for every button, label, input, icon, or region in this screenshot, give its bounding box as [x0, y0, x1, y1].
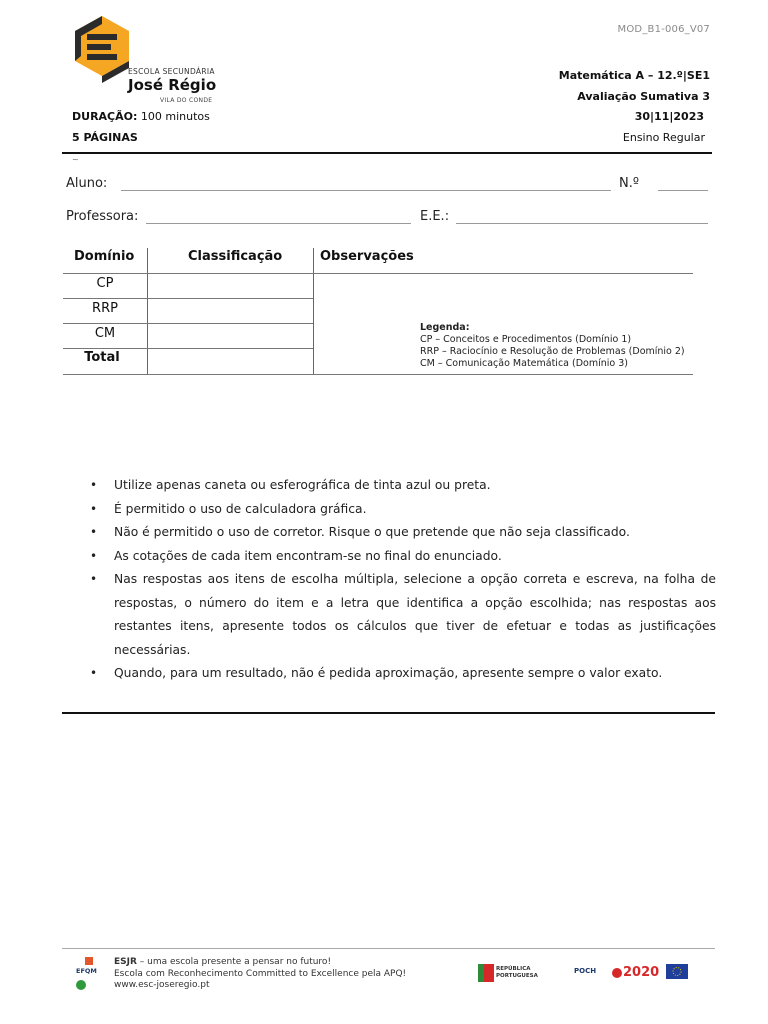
header-domain: Domínio — [74, 249, 135, 264]
professora-label: Professora: — [66, 209, 139, 224]
portugal2020-icon — [611, 966, 623, 980]
bullet-icon: • — [90, 666, 98, 680]
document-code: MOD_B1-006_V07 — [617, 24, 710, 35]
domain-cm: CM — [94, 326, 116, 341]
table-bottom-line — [63, 374, 693, 375]
instruction-text: É permitido o uso de calculadora gráfica. — [114, 501, 367, 516]
bullet-icon: • — [90, 572, 98, 586]
header-divider — [62, 152, 712, 154]
header-classification: Classificação — [188, 249, 283, 264]
header-observations: Observações — [320, 249, 414, 264]
list-item — [90, 474, 716, 498]
domain-rrp: RRP — [92, 301, 118, 316]
bullet-icon: • — [90, 548, 98, 563]
legend-item: RRP – Raciocínio e Resolução de Problemas (Domínio 2) — [420, 346, 685, 357]
section-divider — [62, 712, 715, 714]
bullet-icon: • — [90, 478, 98, 492]
bullet-icon: • — [90, 501, 98, 516]
instruction-text: As cotações de cada item encontram-se no final do enunciado. — [114, 548, 502, 563]
footer-slogan: – uma escola presente a pensar no futuro! — [136, 957, 332, 967]
list-item — [90, 521, 716, 545]
numero-field[interactable] — [658, 190, 708, 191]
legend — [420, 322, 685, 370]
eu-flag-icon — [666, 964, 688, 979]
tiny-mark: ~ — [72, 155, 79, 164]
school-name-line3: VILA DO CONDE — [160, 97, 213, 104]
page-count: 5 PÁGINAS — [72, 131, 138, 144]
list-item — [90, 498, 716, 522]
list-item — [90, 568, 716, 662]
classification-rrp-cell[interactable] — [148, 299, 313, 323]
ee-label: E.E.: — [420, 209, 450, 224]
ee-field[interactable] — [456, 223, 708, 224]
duration-value: 100 minutos — [140, 110, 210, 123]
list-item — [90, 545, 716, 569]
instruction-text: Não é permitido o uso de corretor. Risque o que pretende que não seja classificado. — [114, 525, 630, 539]
aluno-field[interactable] — [121, 190, 611, 191]
footer-website-link[interactable]: www.esc-joseregio.pt — [114, 980, 210, 990]
legend-title: Legenda: — [420, 322, 470, 333]
classification-cm-cell[interactable] — [148, 324, 313, 348]
exam-date: 30|11|2023 — [634, 110, 704, 123]
footer-esjr: ESJR — [114, 957, 137, 967]
regime: Ensino Regular — [622, 131, 705, 144]
subject: Matemática A – 12.º|SE1 — [558, 69, 710, 82]
instruction-text: Utilize apenas caneta ou esferográfica de tinta azul ou preta. — [114, 478, 491, 492]
domain-cp: CP — [96, 276, 114, 291]
footer-text — [114, 957, 406, 992]
portugal2020-label: 2020 — [623, 965, 660, 980]
numero-label: N.º — [619, 176, 639, 191]
aluno-label: Aluno: — [66, 176, 108, 191]
duration — [72, 110, 210, 123]
school-name-line2: José Régio — [128, 76, 217, 94]
bullet-icon: • — [90, 525, 98, 539]
legend-item: CM – Comunicação Matemática (Domínio 3) — [420, 358, 628, 369]
legend-item: CP – Conceitos e Procedimentos (Domínio 1) — [420, 334, 632, 345]
efqm-label: EFQM — [76, 967, 97, 975]
evaluation-title: Avaliação Sumativa 3 — [577, 90, 710, 103]
instruction-text: Quando, para um resultado, não é pedida aproximação, apresente sempre o valor exato. — [114, 666, 663, 680]
school-name-line1: ESCOLA SECUNDÁRIA — [128, 67, 215, 76]
footer-divider — [62, 948, 715, 949]
professora-field[interactable] — [146, 223, 411, 224]
duration-label: DURAÇÃO: — [72, 110, 138, 123]
funding-badges — [478, 962, 718, 984]
list-item — [90, 662, 716, 686]
domain-total: Total — [84, 350, 120, 365]
table-vline-2 — [313, 248, 314, 375]
classification-cp-cell[interactable] — [148, 274, 313, 298]
instruction-text: Nas respostas aos itens de escolha múltipla, selecione a opção correta e escreva, na folha de respostas, o número do item e a letra que identifica a opção escolhida; nas respostas aos restantes itens, apresente todos os cálculos que tiver de efetuar e todas as justificações necessárias. — [114, 572, 716, 657]
footer-recognition: Escola com Reconhecimento Committed to Excellence pela APQ! — [114, 968, 407, 979]
classification-total-cell[interactable] — [148, 349, 313, 373]
poch-label: POCH — [574, 967, 597, 975]
republica-label: REPÚBLICA PORTUGUESA — [496, 966, 538, 979]
school-logo — [75, 16, 215, 108]
republica-flag-icon — [478, 964, 494, 982]
instructions-list — [90, 474, 716, 686]
